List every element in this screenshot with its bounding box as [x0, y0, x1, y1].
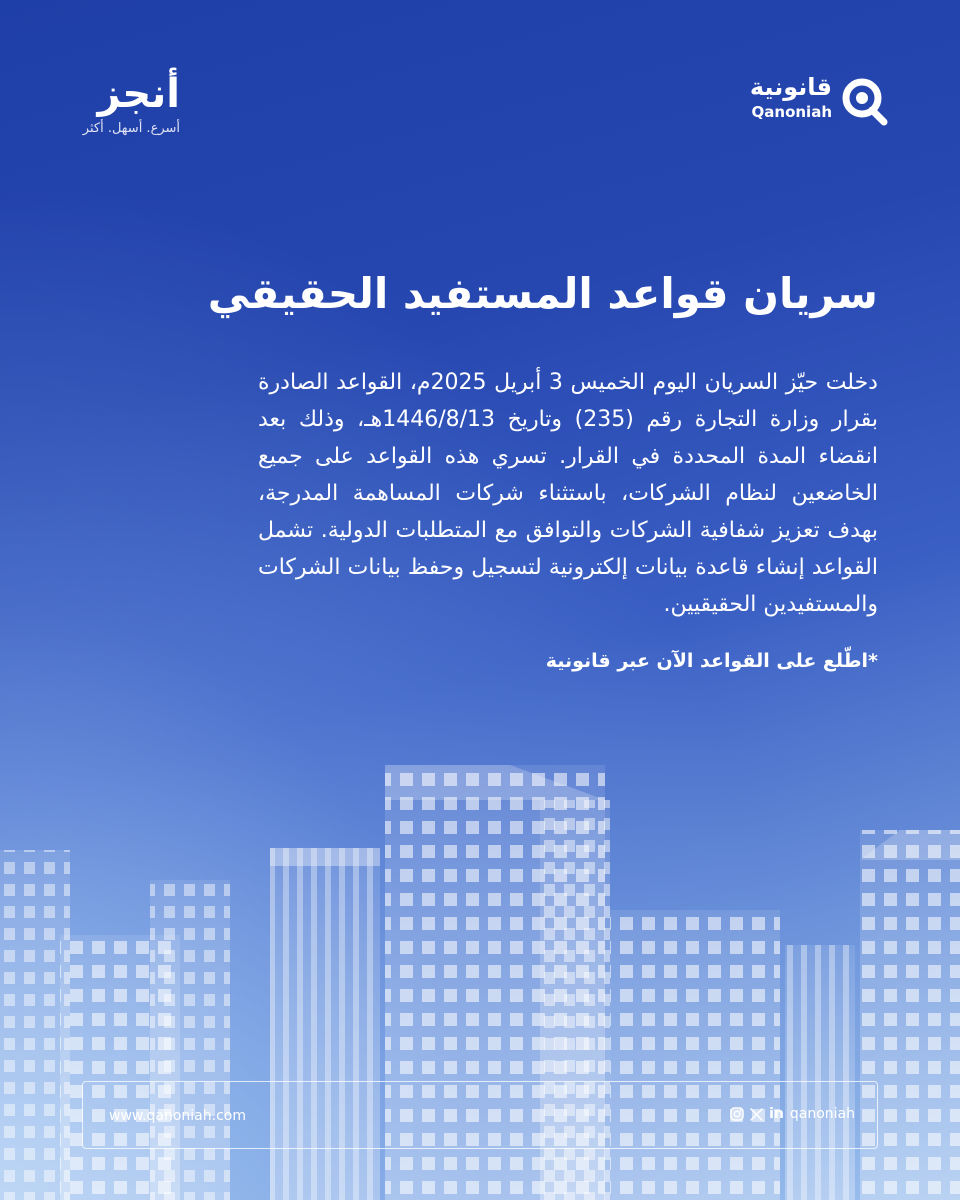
- building: [0, 850, 70, 1200]
- linkedin-icon[interactable]: in: [769, 1106, 784, 1122]
- article-cta: *اطّلع على القواعد الآن عبر قانونية: [545, 650, 878, 672]
- social-links: [730, 1104, 855, 1124]
- building: [150, 880, 230, 1200]
- qanoniah-logo-icon: [838, 74, 890, 126]
- article-body: دخلت حيّز السريان اليوم الخميس 3 أبريل 2025م، القواعد الصادرة بقرار وزارة التجارة رقم (235) وتاريخ 1446/8/13هـ، وذلك بعد انقضاء المدة المحددة في القرار. تسري هذه القواعد على جميع الخاضعين لنظام الشركات، باستثناء شركات المساهمة المدرجة، بهدف تعزيز شفافية الشركات والتوافق مع المتطلبات الدولية. تشمل القواعد إنشاء قاعدة بيانات إلكترونية لتسجيل وحفظ بيانات الشركات والمستفيدين الحقيقيين.: [258, 370, 879, 617]
- qanoniah-name-english: Qanoniah: [751, 103, 832, 121]
- article-title: سريان قواعد المستفيد الحقيقي: [207, 269, 878, 318]
- anjez-brand: [70, 72, 180, 138]
- social-handle[interactable]: qanoniah: [789, 1106, 855, 1122]
- anjez-tagline: أسرع. أسهل. أكثر: [82, 121, 180, 136]
- qanoniah-logo: [740, 72, 890, 128]
- building: [610, 910, 780, 1200]
- qanoniah-name-arabic: قانونية: [749, 73, 832, 101]
- footer-bar: [82, 1081, 878, 1149]
- building: [785, 945, 855, 1200]
- instagram-icon[interactable]: [730, 1107, 744, 1121]
- website-link[interactable]: www.qanoniah.com: [109, 1108, 246, 1124]
- x-icon[interactable]: [750, 1108, 763, 1121]
- anjez-wordmark: أنجز: [97, 71, 180, 117]
- article: [207, 262, 879, 675]
